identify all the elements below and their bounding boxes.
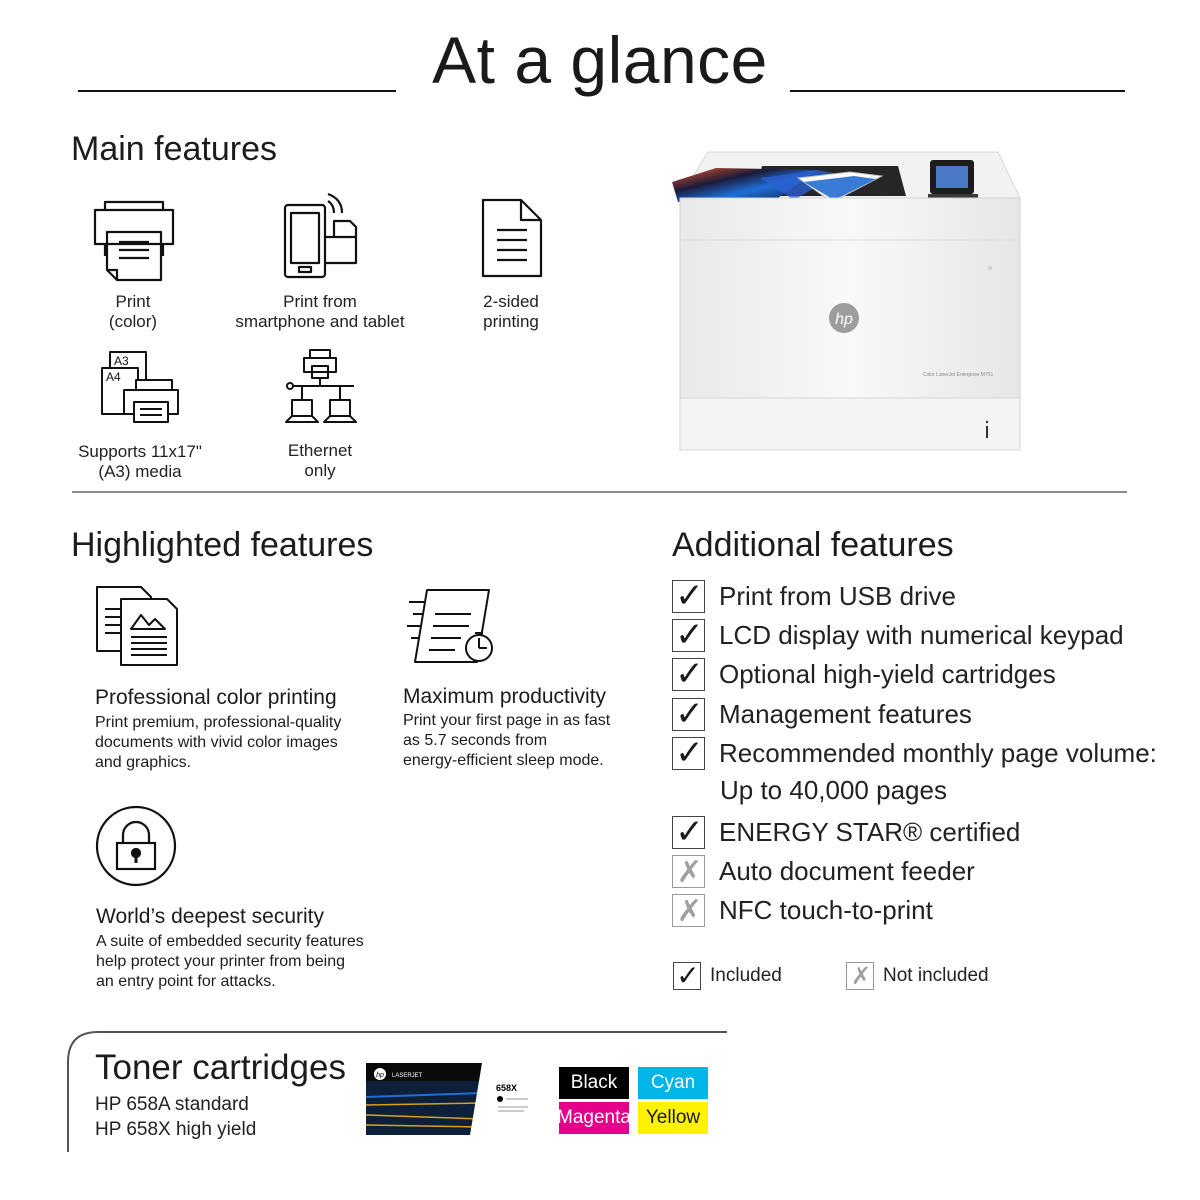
smartphone-tablet-icon [282,193,364,279]
check-icon: ✓ [672,580,705,613]
network-icon [284,348,358,428]
toner-color-yellow: Yellow [638,1102,708,1134]
documents-image-icon [95,585,179,669]
svg-text:hp: hp [376,1072,384,1079]
feature-row-included: ✓ LCD display with numerical keypad [672,617,1124,653]
check-icon: ✓ [672,737,705,770]
main-feature-label: Print from smartphone and tablet [235,292,405,331]
printer-image [668,148,1028,452]
section-divider [72,491,1127,493]
highlight-description: Print your first page in as fast as 5.7 seconds from energy-efficient sleep mode. [403,712,611,769]
legend-not-included: ✗ Not included [846,962,989,990]
fast-page-timer-icon [405,588,497,664]
svg-text:LASERJET: LASERJET [392,1073,423,1079]
feature-row-not-included: ✗ NFC touch-to-print [672,892,933,928]
document-icon [481,198,543,278]
main-features-heading: Main features [71,130,277,168]
x-mark-icon: ✗ [846,962,874,990]
svg-text:A3: A3 [114,354,129,368]
feature-row-included: ✓ Management features [672,696,972,732]
page-title: At a glance [432,23,768,97]
highlight-description: A suite of embedded security features help protect your printer from being an entry point for attacks. [96,933,364,990]
main-feature-label: Ethernet only [287,441,353,480]
title-rule-right [790,90,1125,92]
highlighted-features-heading: Highlighted features [71,526,374,564]
check-icon: ✓ [672,619,705,652]
svg-text:hp: hp [835,311,853,328]
legend-included: ✓ Included [673,962,782,990]
feature-row-continuation: Up to 40,000 pages [720,775,947,805]
check-icon: ✓ [672,816,705,849]
svg-text:A4: A4 [106,370,121,384]
main-feature-label: Supports 11x17" (A3) media [78,442,202,481]
main-feature-label: 2-sided printing [483,292,539,331]
printer-icon [93,198,175,280]
toner-heading: Toner cartridges [95,1048,346,1087]
toner-color-magenta: Magenta [559,1102,629,1134]
highlight-title: Maximum productivity [403,685,607,708]
highlight-title: Professional color printing [95,686,337,709]
lock-icon [95,805,177,887]
feature-row-not-included: ✗ Auto document feeder [672,853,975,889]
additional-features-heading: Additional features [672,526,954,564]
toner-standard: HP 658A standard [95,1094,249,1115]
check-icon: ✓ [672,658,705,691]
highlight-description: Print premium, professional-quality documents with vivid color images and graphics. [95,714,342,771]
highlight-title: World’s deepest security [96,905,324,928]
toner-color-black: Black [559,1067,629,1099]
paper-size-icon [100,350,180,426]
x-mark-icon: ✗ [672,894,705,927]
svg-text:658X: 658X [496,1083,518,1093]
svg-text:Color LaserJet Enterprise M751: Color LaserJet Enterprise M751 [922,372,994,378]
feature-row-included: ✓ Recommended monthly page volume: [672,735,1157,771]
feature-row-included: ✓ Optional high-yield cartridges [672,656,1056,692]
toner-color-cyan: Cyan [638,1067,708,1099]
check-icon: ✓ [673,962,701,990]
check-icon: ✓ [672,698,705,731]
feature-row-included: ✓ ENERGY STAR® certified [672,814,1020,850]
main-feature-label: Print (color) [108,292,158,331]
x-mark-icon: ✗ [672,855,705,888]
feature-row-included: ✓ Print from USB drive [672,578,956,614]
toner-high-yield: HP 658X high yield [95,1119,257,1140]
toner-box-image [366,1063,538,1135]
